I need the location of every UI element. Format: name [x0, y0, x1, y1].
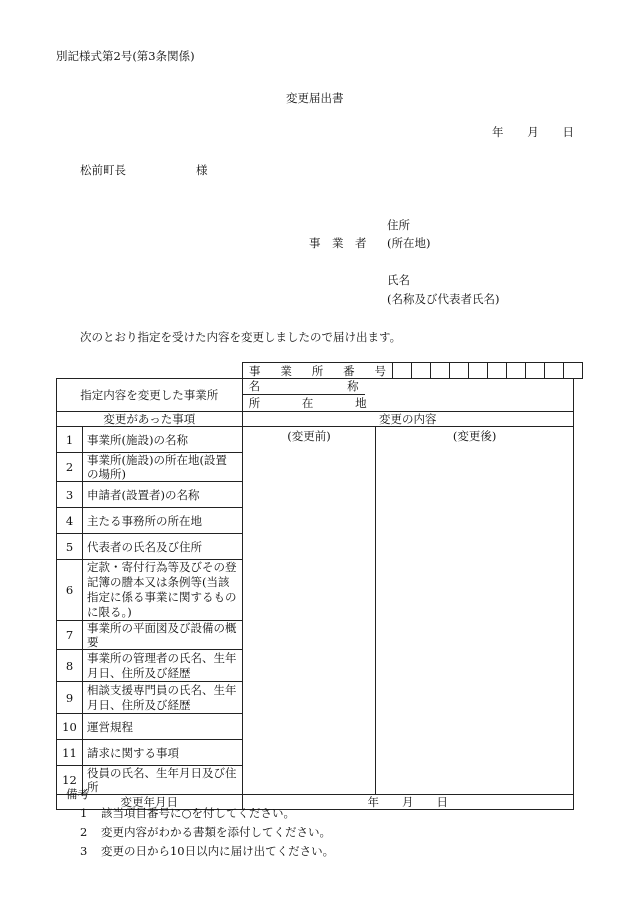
page-title: 変更届出書: [286, 91, 344, 105]
note-item: [80, 824, 331, 840]
office-location-label: 所 在 地: [248, 396, 367, 410]
item-text: 事業所の管理者の氏名、生年月日、住所及び経歴: [82, 650, 242, 682]
item-number[interactable]: 3: [57, 482, 83, 508]
name-label: 氏名: [387, 273, 410, 287]
item-text: 事業所(施設)の名称: [82, 427, 242, 453]
note-number: 2: [80, 825, 88, 839]
business-number-cell[interactable]: [507, 363, 526, 379]
business-number-cell[interactable]: [526, 363, 545, 379]
item-number[interactable]: 9: [57, 682, 83, 714]
office-info-cell: [242, 379, 573, 412]
before-change-cell[interactable]: (変更前): [242, 427, 376, 795]
note-number: 3: [80, 844, 88, 858]
item-text: 相談支援専門員の氏名、生年月日、住所及び経歴: [82, 682, 242, 714]
change-table: [56, 378, 574, 810]
applicant-role: 事 業 者: [309, 236, 367, 250]
note-text: 変更内容がわかる書類を添付してください。: [100, 825, 331, 839]
item-number[interactable]: 12: [57, 766, 83, 795]
changed-office-label: 指定内容を変更した事業所: [57, 379, 243, 412]
business-number-cell[interactable]: [545, 363, 564, 379]
change-date-label: 変更年月日: [57, 795, 243, 810]
item-number[interactable]: 8: [57, 650, 83, 682]
item-number[interactable]: 4: [57, 508, 83, 534]
item-text: 請求に関する事項: [82, 740, 242, 766]
name-sub: (名称及び代表者氏名): [387, 292, 500, 306]
note-text: 変更の日から10日以内に届け出てください。: [100, 844, 335, 858]
item-number[interactable]: 1: [57, 427, 83, 453]
item-text: 定款・寄付行為等及びその登記簿の謄本又は条例等(当該指定に係る事業に関するものに限る。): [82, 560, 242, 621]
item-text: 主たる事務所の所在地: [82, 508, 242, 534]
business-number-cell[interactable]: [393, 363, 412, 379]
item-number[interactable]: 6: [57, 560, 83, 621]
item-text: 事業所の平面図及び設備の概要: [82, 621, 242, 650]
change-date-value[interactable]: 年 月 日: [242, 795, 573, 810]
business-number-cell[interactable]: [469, 363, 488, 379]
item-text: 役員の氏名、生年月日及び住所: [82, 766, 242, 795]
date-year: 年: [492, 125, 504, 139]
date-line: [492, 124, 574, 140]
notes-heading: 備考: [66, 787, 89, 801]
form-label: 別記様式第2号(第3条関係): [56, 49, 195, 63]
after-change-cell[interactable]: (変更後): [376, 427, 574, 795]
address-sub: (所在地): [387, 236, 431, 250]
business-number-cell[interactable]: [412, 363, 431, 379]
note-text: 該当項目番号に○を付してください。: [100, 806, 296, 820]
business-number-cell[interactable]: [488, 363, 507, 379]
business-number-cell[interactable]: [450, 363, 469, 379]
header-changed-item: 変更があった事項: [57, 412, 243, 427]
item-text: 事業所(施設)の所在地(設置の場所): [82, 453, 242, 482]
item-number[interactable]: 11: [57, 740, 83, 766]
item-number[interactable]: 7: [57, 621, 83, 650]
addressee-honorific: 様: [196, 163, 208, 177]
business-number-cell[interactable]: [564, 363, 583, 379]
item-number[interactable]: 10: [57, 714, 83, 740]
intro-text: 次のとおり指定を受けた内容を変更しましたので届け出ます。: [80, 330, 402, 344]
office-name-label: 名 称: [243, 379, 365, 395]
note-number: 1: [80, 806, 88, 820]
date-day: 日: [562, 125, 574, 139]
item-text: 代表者の氏名及び住所: [82, 534, 242, 560]
address-label: 住所: [387, 218, 410, 232]
date-month: 月: [527, 125, 539, 139]
business-number-row: [242, 362, 583, 379]
business-number-label: 事 業 所 番 号: [243, 363, 393, 379]
header-change-content: 変更の内容: [242, 412, 573, 427]
item-number[interactable]: 5: [57, 534, 83, 560]
note-item: [80, 843, 334, 859]
business-number-cell[interactable]: [431, 363, 450, 379]
item-text: 申請者(設置者)の名称: [82, 482, 242, 508]
note-item: [80, 805, 295, 821]
item-number[interactable]: 2: [57, 453, 83, 482]
addressee-name: 松前町長: [80, 163, 126, 177]
item-text: 運営規程: [82, 714, 242, 740]
